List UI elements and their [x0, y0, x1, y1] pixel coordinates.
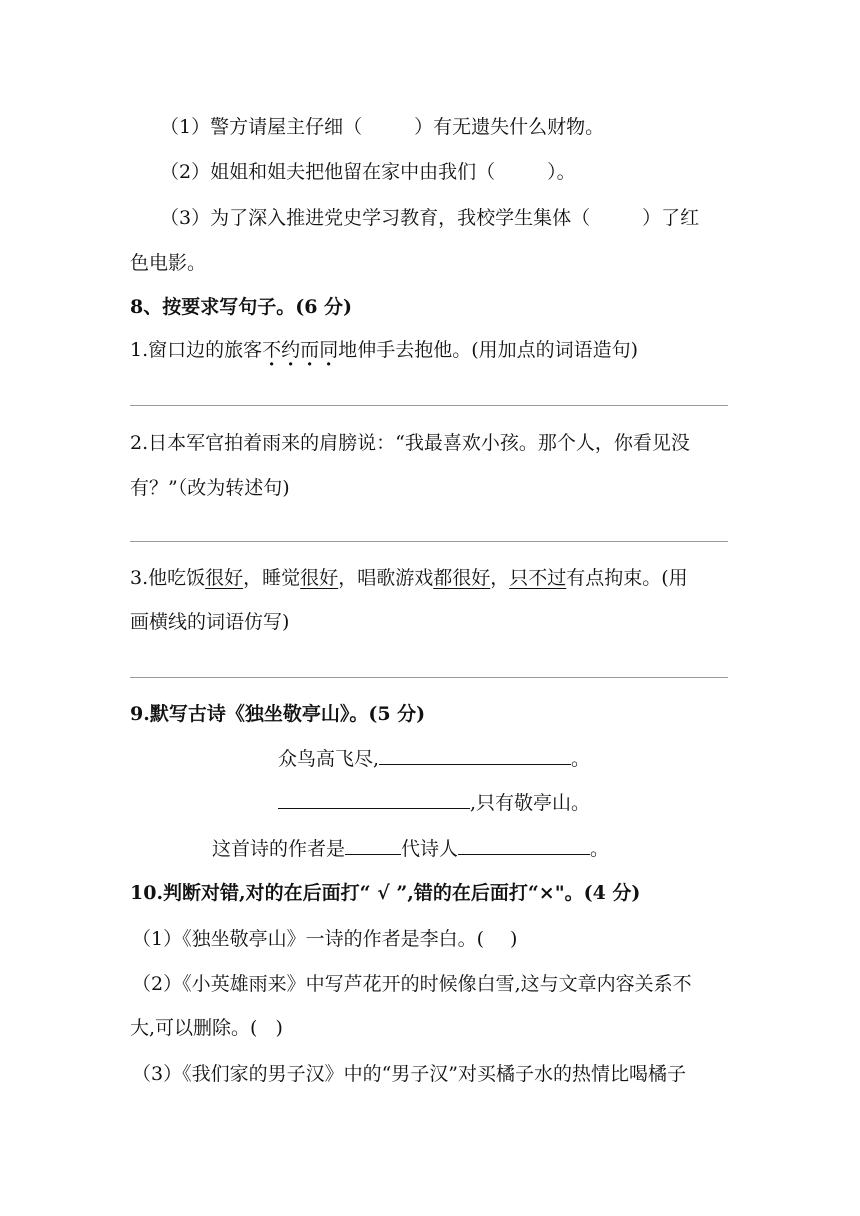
q8-s1-after: 地伸手去抱他。(用加点的词语造句): [338, 339, 639, 361]
answer-line[interactable]: [130, 541, 728, 542]
paren-close: ): [510, 928, 518, 950]
q7-item-2: [160, 163, 576, 182]
text: 有点拘束。(用: [566, 567, 688, 589]
q10-item-2-line-2: [130, 1019, 283, 1038]
q8-sentence-3-line-2: 画横线的词语仿写): [130, 611, 290, 633]
dotted-char: 约: [281, 339, 301, 361]
underlined-word: 都很好: [433, 567, 491, 589]
dotted-char: 而: [300, 339, 320, 361]
poet-blank[interactable]: [458, 853, 590, 855]
q10-item-2-line-1: （2）《小英雄雨来》中写芦花开的时候像白雪,这与文章内容关系不: [132, 973, 692, 995]
q7-item-3: [160, 209, 699, 228]
q9-title: 9.默写古诗《独坐敬亭山》。(5 分): [130, 703, 426, 725]
dotted-char: 不: [262, 339, 282, 361]
poem-text: ,只有敬亭山。: [470, 792, 591, 814]
poem-text: 众鸟高飞尽,: [278, 748, 380, 770]
q10-item-3-line-1: （3）《我们家的男子汉》中的“男子汉”对买橘子水的热情比喝橘子: [132, 1063, 687, 1085]
q7-item-3-suffix: ）了红: [642, 207, 700, 229]
q8-sentence-3-line-1: [130, 569, 688, 588]
q7-item-2-prefix: （2）姐姐和姐夫把他留在家中由我们（: [160, 161, 496, 183]
q8-s1-before: 1.窗口边的旅客: [130, 339, 263, 361]
answer-line[interactable]: [130, 405, 728, 406]
q7-item-1-suffix: ）有无遗失什么财物。: [414, 116, 605, 138]
q10-item-1-text: （1）《独坐敬亭山》一诗的作者是李白。(: [132, 928, 485, 950]
q10-title: 10.判断对错,对的在后面打“ √ ”,错的在后面打“×"。(4 分): [130, 882, 641, 904]
paren-close: ): [275, 1017, 283, 1039]
poem-author-line: [212, 840, 609, 859]
q8-title: 8、按要求写句子。(6 分): [130, 296, 353, 318]
poem-blank[interactable]: [278, 807, 470, 809]
text: ，: [490, 567, 510, 589]
poem-line-2: [278, 794, 590, 813]
q8-sentence-2-line-2: 有？”（改为转述句): [130, 477, 290, 499]
q8-sentence-2-line-1: 2.日本军官拍着雨来的肩膀说：“我最喜欢小孩。那个人，你看见没: [130, 432, 690, 454]
poem-line-1: [278, 750, 590, 769]
dotted-char: 同: [319, 339, 339, 361]
author-prompt-2: 代诗人: [401, 838, 459, 860]
poem-blank[interactable]: [379, 763, 571, 765]
q7-item-1: [160, 118, 604, 137]
underlined-word: 很好: [300, 567, 339, 589]
q10-item-1: [132, 930, 517, 949]
q7-item-1-prefix: （1）警方请屋主仔细（: [160, 116, 363, 138]
text: 3.他吃饭: [130, 567, 206, 589]
underlined-word: 很好: [205, 567, 244, 589]
poem-punct: 。: [571, 748, 591, 770]
q8-sentence-1: [130, 341, 638, 360]
q7-item-3-prefix: （3）为了深入推进党史学习教育，我校学生集体（: [160, 207, 591, 229]
dynasty-blank[interactable]: [345, 853, 401, 855]
text: ，睡觉: [243, 567, 301, 589]
q7-item-2-suffix: ）。: [547, 161, 576, 183]
text: ，唱歌游戏: [338, 567, 434, 589]
poem-punct: 。: [590, 838, 610, 860]
author-prompt: 这首诗的作者是: [212, 838, 346, 860]
answer-line[interactable]: [130, 677, 728, 678]
underlined-word: 只不过: [509, 567, 567, 589]
q10-item-2-text: 大,可以删除。(: [130, 1017, 258, 1039]
q7-item-3-continued: 色电影。: [130, 252, 207, 274]
